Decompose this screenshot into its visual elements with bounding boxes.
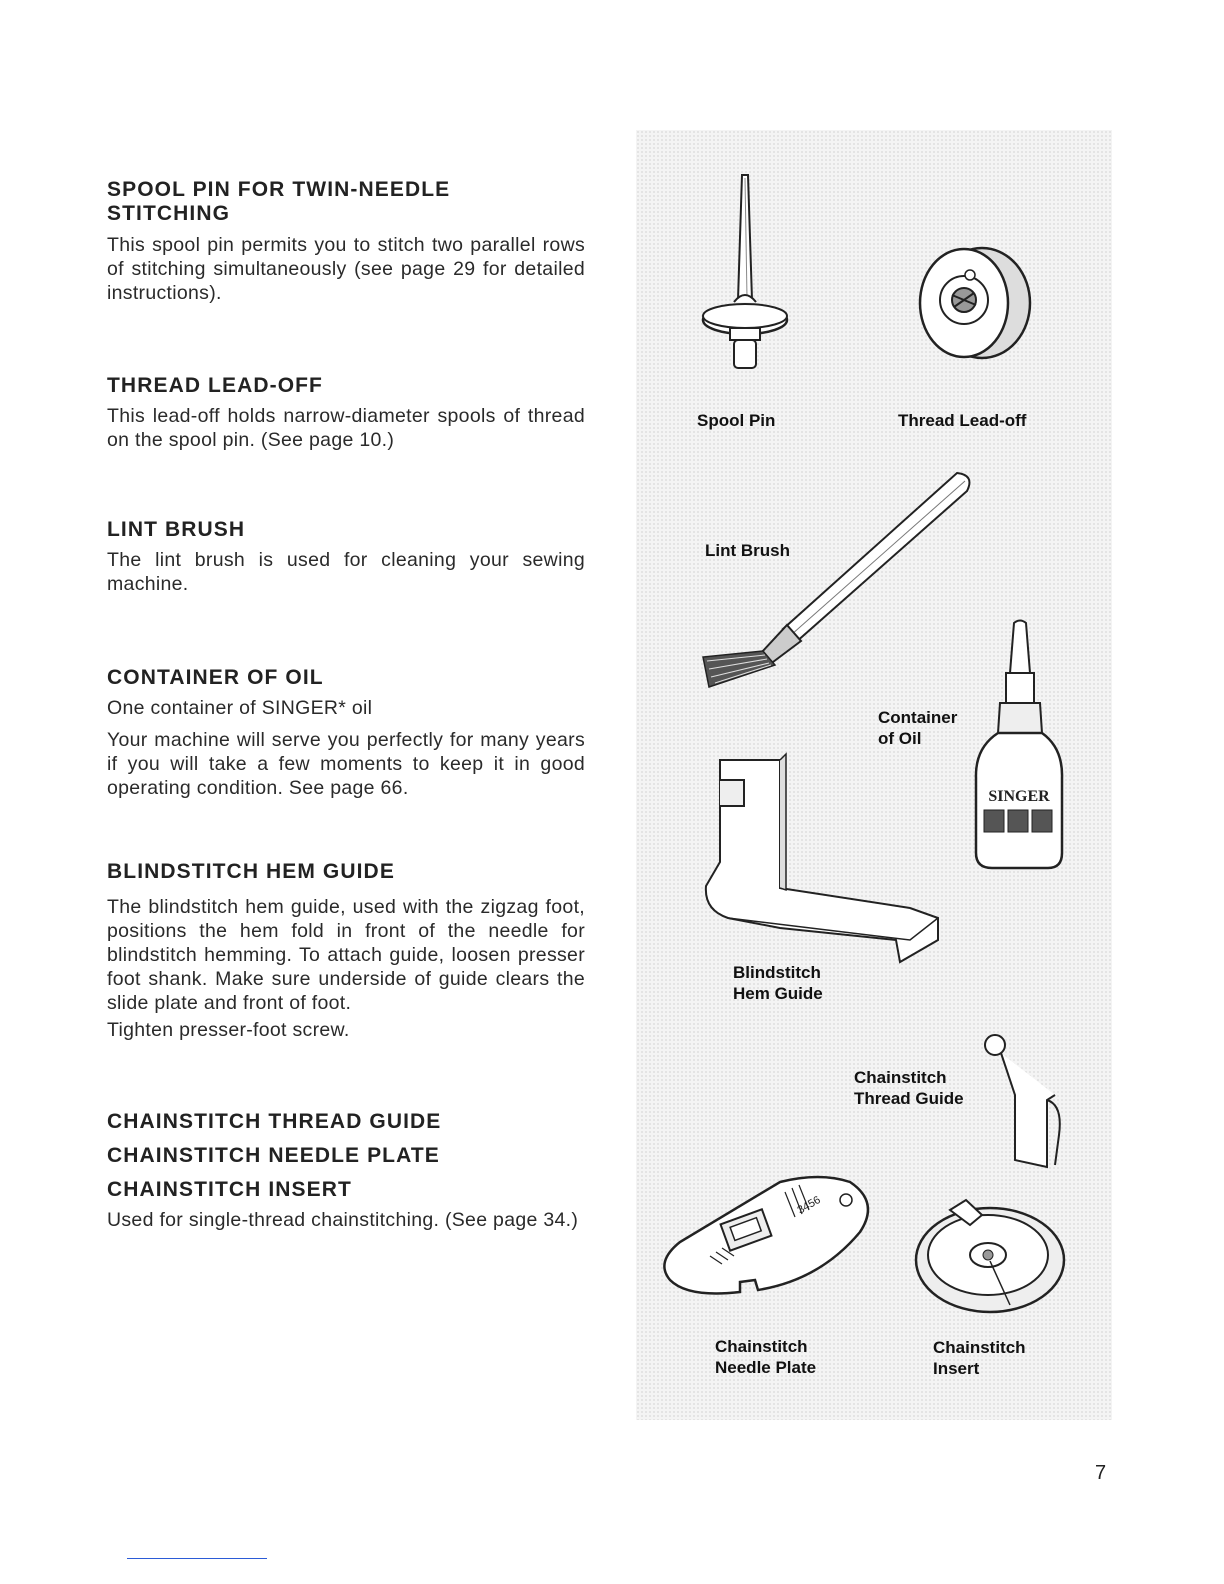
section-heading: CHAINSTITCH INSERT (107, 1178, 352, 1201)
lint-brush-illustration (695, 465, 985, 695)
caption-line: Chainstitch (715, 1337, 808, 1356)
chainstitch-insert-illustration (910, 1195, 1070, 1320)
section-paragraph: Your machine will serve you perfectly for many years if you will take a few moments to keep it in good operating condition. See page 66. (107, 729, 585, 799)
section-heading: LINT BRUSH (107, 518, 246, 541)
section-paragraph: This spool pin permits you to stitch two parallel rows of stitching simultaneously (see page 29 for detailed instructions). (107, 234, 585, 304)
caption-lint-brush: Lint Brush (705, 541, 790, 560)
section-chainstitch (107, 1110, 585, 1232)
section-paragraph: One container of SINGER* oil (107, 697, 373, 719)
caption-container-of-oil (878, 707, 957, 749)
caption-line: of Oil (878, 729, 922, 748)
thread-lead-off-illustration (912, 245, 1037, 370)
caption-chainstitch-insert (933, 1337, 1026, 1379)
caption-line: Thread Guide (854, 1089, 964, 1108)
needle-plate-numbers: 3456 (795, 1193, 823, 1217)
caption-thread-lead-off: Thread Lead-off (898, 411, 1027, 430)
section-paragraph: This lead-off holds narrow-diameter spools of thread on the spool pin. (See page 10.) (107, 405, 585, 451)
section-spool-pin (107, 178, 585, 305)
spool-pin-illustration (690, 170, 800, 385)
oil-label: SINGER (988, 788, 1050, 805)
section-heading: CHAINSTITCH THREAD GUIDE (107, 1110, 442, 1133)
section-thread-lead-off (107, 374, 585, 452)
footer-rule (127, 1558, 267, 1559)
oil-container-illustration (970, 618, 1070, 878)
section-heading: THREAD LEAD-OFF (107, 374, 323, 397)
caption-line: Chainstitch (854, 1068, 947, 1087)
blindstitch-hem-guide-illustration (700, 750, 950, 970)
section-heading: BLINDSTITCH HEM GUIDE (107, 860, 395, 883)
caption-chainstitch-thread-guide (854, 1067, 964, 1109)
section-paragraph: The lint brush is used for cleaning your sewing machine. (107, 549, 585, 595)
section-heading: SPOOL PIN FOR TWIN-NEEDLE STITCHING (107, 178, 451, 225)
section-heading: CONTAINER OF OIL (107, 666, 324, 689)
caption-line: Blindstitch (733, 963, 821, 982)
section-heading: CHAINSTITCH NEEDLE PLATE (107, 1144, 440, 1167)
section-paragraph: Used for single-thread chainstitching. (See page 34.) (107, 1209, 579, 1231)
section-paragraph: The blindstitch hem guide, used with the zigzag foot, positions the hem fold in front of the needle for blindstitch hemming. To attach guide, loosen presser foot shank. Make sure underside of guide clears the slide plate and front of foot. (107, 896, 585, 1014)
section-paragraph: Tighten presser-foot screw. (107, 1019, 350, 1041)
caption-chainstitch-needle-plate (715, 1336, 816, 1378)
page-number: 7 (1095, 1462, 1107, 1484)
section-blindstitch-hem-guide (107, 860, 585, 1042)
caption-line: Hem Guide (733, 984, 823, 1003)
caption-line: Chainstitch (933, 1338, 1026, 1357)
caption-line: Container (878, 708, 958, 727)
chainstitch-needle-plate-illustration (660, 1172, 880, 1302)
caption-spool-pin: Spool Pin (697, 411, 776, 430)
caption-line: Insert (933, 1359, 980, 1378)
caption-blindstitch-hem-guide (733, 962, 823, 1004)
section-container-of-oil (107, 666, 585, 800)
chainstitch-thread-guide-illustration (975, 1025, 1065, 1170)
section-lint-brush (107, 518, 585, 596)
caption-line: Needle Plate (715, 1358, 817, 1377)
